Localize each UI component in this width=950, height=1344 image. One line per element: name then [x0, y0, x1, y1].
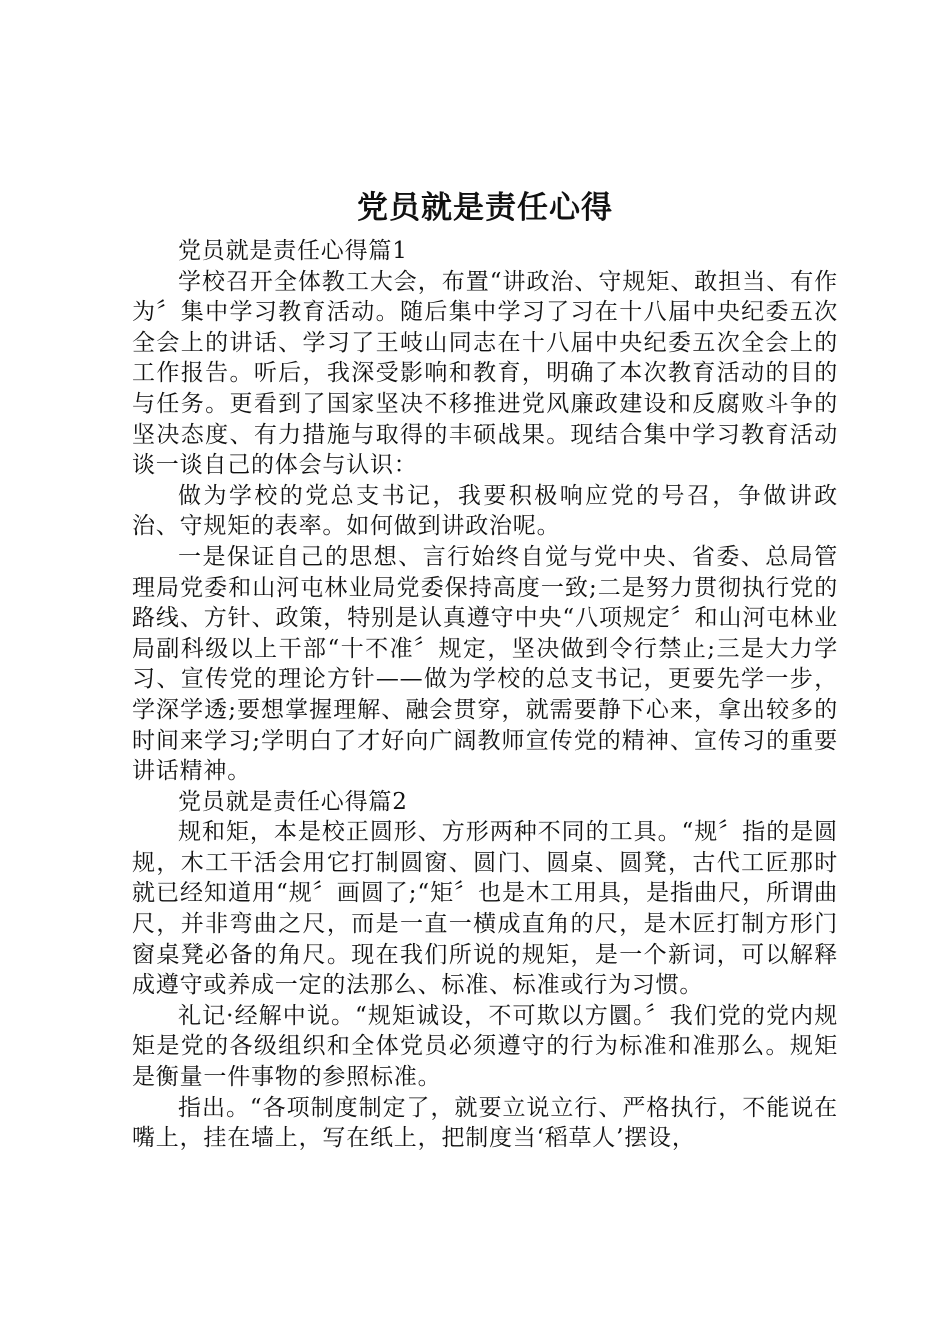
- paragraph: 做为学校的党总支书记，我要积极响应党的号召，争做讲政治、守规矩的表率。如何做到讲政治呢。: [132, 482, 838, 540]
- section-heading-2: 党员就是责任心得篇2: [178, 788, 408, 815]
- paragraph: 礼记·经解中说。“规矩诚设，不可欺以方圜。〞我们党的党内规矩是党的各级组织和全体党员必须遵守的行为标准和准那么。规矩是衡量一件事物的参照标准。: [132, 1002, 838, 1091]
- document-title: 党员就是责任心得: [357, 190, 613, 226]
- paragraph: 一是保证自己的思想、言行始终自觉与党中央、省委、总局管理局党委和山河屯林业局党委保持高度一致;二是努力贯彻执行党的路线、方针、政策，特别是认真遵守中央“八项规定〞和山河屯林业局副科级以上干部“十不准〞规定，坚决做到令行禁止;三是大力学习、宣传党的理论方针——做为学校的总支书记，更要先学一步，学深学透;要想掌握理解、融会贯穿，就需要静下心来，拿出较多的时间来学习;学明白了才好向广阔教师宣传党的精神、宣传习的重要讲话精神。: [132, 543, 838, 785]
- document-page: [132, 180, 838, 1154]
- paragraph: 指出。“各项制度制定了，就要立说立行、严格执行，不能说在嘴上，挂在墙上，写在纸上，把制度当‘稻草人’摆设，: [132, 1094, 838, 1152]
- paragraph: 规和矩，本是校正圆形、方形两种不同的工具。“规〞指的是圆规，木工干活会用它打制圆窗、圆门、圆桌、圆凳，古代工匠那时就已经知道用“规〞画圆了;“矩〞也是木工用具，是指曲尺，所谓曲尺，并非弯曲之尺，而是一直一横成直角的尺，是木匠打制方形门窗桌凳必备的角尺。现在我们所说的规矩，是一个新词，可以解释成遵守或养成一定的法那么、标准、标准或行为习惯。: [132, 819, 838, 999]
- section-heading-1: 党员就是责任心得篇1: [178, 238, 408, 264]
- paragraph: 学校召开全体教工大会，布置“讲政治、守规矩、敢担当、有作为〞集中学习教育活动。随后集中学习了习在十八届中央纪委五次全会上的讲话、学习了王岐山同志在十八届中央纪委五次全会上的工作报告。听后，我深受影响和教育，明确了本次教育活动的目的与任务。更看到了国家坚决不移推进党风廉政建设和反腐败斗争的坚决态度、有力措施与取得的丰硕战果。现结合集中学习教育活动谈一谈自己的体会与认识：: [132, 268, 838, 479]
